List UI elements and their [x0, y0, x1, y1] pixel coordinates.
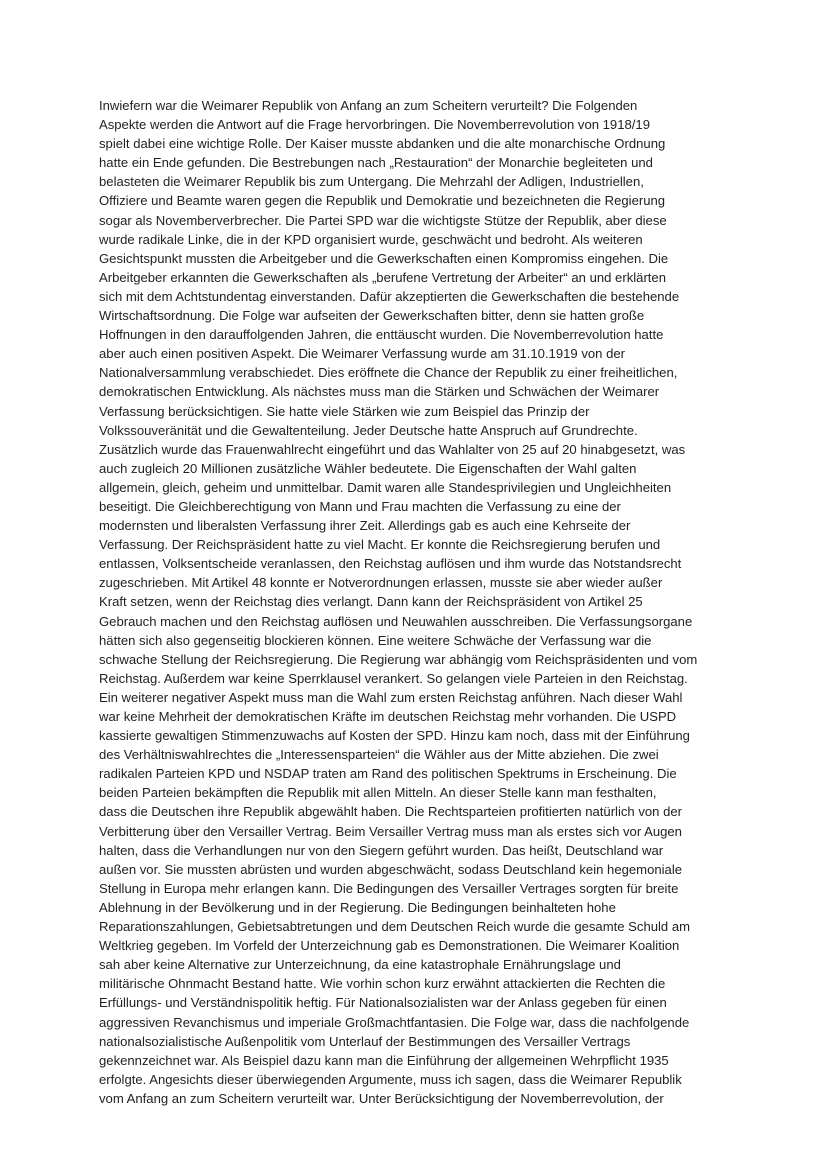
text-line: beiden Parteien bekämpften die Republik mit allen Mitteln. An dieser Stelle kann man festhalten,	[99, 785, 657, 801]
text-line: Inwiefern war die Weimarer Republik von Anfang an zum Scheitern verurteilt? Die Folgenden	[99, 98, 638, 113]
text-line: Ablehnung in der Bevölkerung und in der Regierung. Die Bedingungen beinhalteten hohe	[99, 899, 616, 915]
text-line: Wirtschaftsordnung. Die Folge war aufseiten der Gewerkschaften bitter, denn sie hatten große	[99, 308, 645, 324]
text-line: erfolgte. Angesichts dieser überwiegenden Argumente, muss ich sagen, dass die Weimarer Republik	[99, 1071, 682, 1087]
text-line: Arbeitgeber erkannten die Gewerkschaften als „berufene Vertretung der Arbeiter“ an und erklärten	[99, 269, 667, 285]
essay-paragraph	[99, 96, 749, 1108]
text-line: zugeschrieben. Mit Artikel 48 konnte er Notverordnungen erlassen, musste sie aber wieder außer	[99, 575, 663, 591]
text-line: entlassen, Volksentscheide veranlassen, den Reichstag auflösen und ihm wurde das Notstandsrecht	[99, 556, 682, 572]
text-line: sich mit dem Achtstundentag einverstanden. Dafür akzeptierten die Gewerkschaften die bestehende	[99, 288, 680, 304]
text-line: spielt dabei eine wichtige Rolle. Der Kaiser musste abdanken und die alte monarchische Ordnung	[99, 136, 666, 152]
text-line: Verbitterung über den Versailler Vertrag. Beim Versailler Vertrag muss man als erstes sich vor Augen	[99, 823, 682, 839]
text-line: aggressiven Revanchismus und imperiale Großmachtfantasien. Die Folge war, dass die nachfolgende	[99, 1014, 690, 1030]
text-line: allgemein, gleich, geheim und unmittelbar. Damit waren alle Standesprivilegien und Ungleichheiten	[99, 479, 672, 495]
text-line: aber auch einen positiven Aspekt. Die Weimarer Verfassung wurde am 31.10.1919 von der	[99, 346, 625, 362]
text-line: war keine Mehrheit der demokratischen Kräfte im deutschen Reichstag mehr vorhanden. Die USPD	[99, 709, 677, 724]
text-line: demokratischen Entwicklung. Als nächstes muss man die Stärken und Schwächen der Weimarer	[99, 384, 660, 400]
text-line: Verfassung berücksichtigen. Sie hatte viele Stärken wie zum Beispiel das Prinzip der	[99, 403, 590, 419]
text-line: Reichstag. Außerdem war keine Sperrklausel verankert. So gelangen viele Parteien in den Reichstag.	[99, 670, 688, 686]
text-line: Gebrauch machen und den Reichstag auflösen und Neuwahlen ausschreiben. Die Verfassungsorgane	[99, 613, 693, 629]
text-line: des Verhältniswahlrechtes die „Interessensparteien“ die Wähler aus der Mitte abziehen. Die zwei	[99, 747, 659, 763]
text-line: Erfüllungs- und Verständnispolitik heftig. Für Nationalsozialisten war der Anlass gegeben für einen	[99, 995, 667, 1011]
text-line: Hoffnungen in den darauffolgenden Jahren, die enttäuscht wurden. Die Novemberrevolution hatte	[99, 327, 664, 343]
text-line: wurde radikale Linke, die in der KPD organisiert wurde, geschwächt und bedroht. Als weiteren	[99, 231, 643, 247]
text-line: nationalsozialistische Außenpolitik vom Unterlauf der Bestimmungen des Versailler Vertrags	[99, 1033, 631, 1049]
text-line: militärische Ohnmacht Bestand hatte. Wie vorhin schon kurz erwähnt attackierten die Rechten die	[99, 976, 666, 992]
text-line: Nationalversammlung verabschiedet. Dies eröffnete die Chance der Republik zu einer freiheitlichen,	[99, 365, 678, 381]
text-line: Stellung in Europa mehr erlangen kann. Die Bedingungen des Versailler Vertrages sorgten für breite	[99, 880, 679, 896]
text-line: sogar als Novemberverbrecher. Die Partei SPD war die wichtigste Stütze der Republik, aber diese	[99, 212, 667, 228]
text-line: gekennzeichnet war. Als Beispiel dazu kann man die Einführung der allgemeinen Wehrpflicht 1935	[99, 1052, 669, 1068]
text-line: hatte ein Ende gefunden. Die Bestrebungen nach „Restauration“ der Monarchie begleiteten und	[99, 155, 653, 171]
text-line: Ein weiterer negativer Aspekt muss man die Wahl zum ersten Reichstag anführen. Nach dieser Wahl	[99, 689, 683, 705]
text-line: radikalen Parteien KPD und NSDAP traten am Rand des politischen Spektrums in Erscheinung. Die	[99, 766, 677, 782]
text-line: Aspekte werden die Antwort auf die Frage hervorbringen. Die Novemberrevolution von 1918/19	[99, 117, 650, 133]
text-line: belasteten die Weimarer Republik bis zum Untergang. Die Mehrzahl der Adligen, Industriellen,	[99, 174, 644, 190]
text-line: hätten sich also gegenseitig blockieren können. Eine weitere Schwäche der Verfassung war die	[99, 632, 652, 648]
text-line: Volkssouveränität und die Gewaltenteilung. Jeder Deutsche hatte Anspruch auf Grundrechte.	[99, 422, 638, 438]
text-line: vom Anfang an zum Scheitern verurteilt war. Unter Berücksichtigung der Novemberrevolution, der	[99, 1090, 664, 1106]
text-line: sah aber keine Alternative zur Unterzeichnung, da eine katastrophale Ernährungslage und	[99, 957, 621, 973]
text-line: dass die Deutschen ihre Republik abgewählt haben. Die Rechtsparteien profitierten natürlich von der	[99, 804, 683, 820]
text-line: beseitigt. Die Gleichberechtigung von Mann und Frau machten die Verfassung zu eine der	[99, 498, 621, 514]
text-line: Weltkrieg gegeben. Im Vorfeld der Unterzeichnung gab es Demonstrationen. Die Weimarer Koalition	[99, 938, 680, 954]
text-line: kassierte gewaltigen Stimmenzuwachs auf Kosten der SPD. Hinzu kam noch, dass mit der Einführung	[99, 728, 690, 744]
text-line: Verfassung. Der Reichspräsident hatte zu viel Macht. Er konnte die Reichsregierung berufen und	[99, 537, 661, 553]
text-line: außen vor. Sie mussten abrüsten und wurden abgeschwächt, sodass Deutschland kein hegemoniale	[99, 861, 683, 877]
text-line: schwache Stellung der Reichsregierung. Die Regierung war abhängig vom Reichspräsidenten und vom	[99, 651, 698, 667]
text-line: Gesichtspunkt mussten die Arbeitgeber und die Gewerkschaften einen Kompromiss eingehen. Die	[99, 250, 669, 266]
text-line: halten, dass die Verhandlungen nur von den Siegern geführt wurden. Das heißt, Deutschland war	[99, 842, 664, 858]
text-line: auch zugleich 20 Millionen zusätzliche Wähler bedeutete. Die Eigenschaften der Wahl galten	[99, 460, 637, 476]
text-line: Kraft setzen, wenn der Reichstag dies verlangt. Dann kann der Reichspräsident von Artikel 25	[99, 594, 643, 610]
text-line: modernsten und liberalsten Verfassung ihrer Zeit. Allerdings gab es auch eine Kehrseite der	[99, 518, 631, 534]
text-line: Zusätzlich wurde das Frauenwahlrecht eingeführt und das Wahlalter von 25 auf 20 hinabgesetzt, was	[99, 441, 686, 457]
text-line: Reparationszahlungen, Gebietsabtretungen und dem Deutschen Reich wurde die gesamte Schuld am	[99, 919, 691, 935]
text-line: Offiziere und Beamte waren gegen die Republik und Demokratie und bezeichneten die Regierung	[99, 193, 666, 209]
